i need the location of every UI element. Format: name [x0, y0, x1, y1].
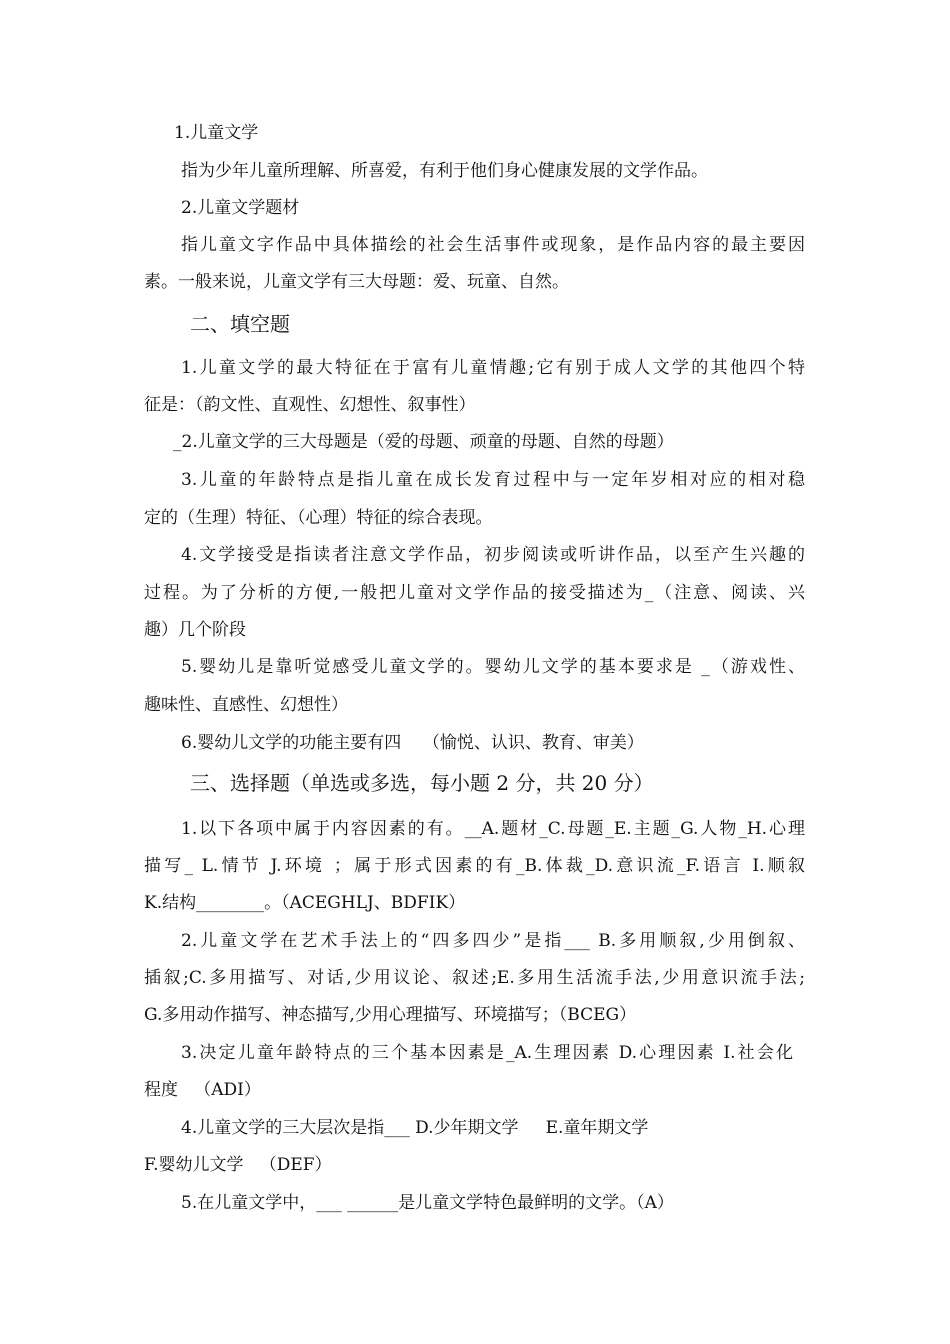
definition-text: 素。一般来说，儿童文学有三大母题：爱、玩童、自然。 — [144, 272, 569, 292]
question-text: 4.儿童文学的三大层次是指___ D.少年期文学 E.童年期文学 — [181, 1118, 649, 1138]
question-text: 征是：（韵文性、直观性、幻想性、叙事性） — [144, 395, 476, 415]
question-text: F.婴幼儿文学 （DEF） — [144, 1155, 332, 1175]
question-text: 3.决定儿童年龄特点的三个基本因素是_A.生理因素 D.心理因素 I.社会化 — [181, 1043, 793, 1063]
term-heading-subject-matter: 2.儿童文学题材 — [181, 198, 300, 218]
section-heading-fill-blank: 二、填空题 — [190, 312, 290, 336]
question-text: 定的（生理）特征、（心理）特征的综合表现。 — [144, 508, 493, 528]
question-text: 6.婴幼儿文学的功能主要有四 （愉悦、认识、教育、审美） — [181, 733, 644, 753]
question-text: 插叙;C.多用描写、对话,少用议论、叙述;E.多用生活流手法,少用意识流手法; — [144, 968, 805, 988]
question-text: 描写_ L.情节 J.环境 ；属于形式因素的有_B.体裁_D.意识流_F.语言 I.顺叙 — [144, 856, 805, 876]
question-text: 4.文学接受是指读者注意文学作品，初步阅读或听讲作品，以至产生兴趣的 — [181, 545, 805, 565]
definition-text: 指为少年儿童所理解、所喜爱，有利于他们身心健康发展的文学作品。 — [181, 161, 708, 181]
definition-text: 指儿童文字作品中具体描绘的社会生活事件或现象，是作品内容的最主要因 — [181, 235, 805, 255]
section-heading-multiple-choice: 三、选择题（单选或多选，每小题 2 分，共 20 分） — [190, 771, 654, 795]
question-text: K.结构________。（ACEGHLJ、BDFIK） — [144, 893, 466, 913]
question-text: 过程。为了分析的方便,一般把儿童对文学作品的接受描述为_（注意、阅读、兴 — [144, 583, 805, 603]
question-text: 2.儿童文学在艺术手法上的“四多四少”是指___ B.多用顺叙,少用倒叙、 — [181, 931, 805, 951]
question-text: 3.儿童的年龄特点是指儿童在成长发育过程中与一定年岁相对应的相对稳 — [181, 470, 805, 490]
question-text: 趣味性、直感性、幻想性） — [144, 695, 348, 715]
question-text: 1.儿童文学的最大特征在于富有儿童情趣;它有别于成人文学的其他四个特 — [181, 358, 805, 378]
question-text: 趣）几个阶段 — [144, 620, 246, 640]
term-heading-children-literature: 1.儿童文学 — [174, 123, 259, 143]
question-text: 5.在儿童文学中，___ ______是儿童文学特色最鲜明的文学。（A） — [181, 1193, 674, 1213]
question-text: _2.儿童文学的三大母题是（爱的母题、顽童的母题、自然的母题） — [173, 432, 674, 452]
question-text: 1.以下各项中属于内容因素的有。__A.题材_C.母题_E.主题_G.人物_H.心理 — [181, 819, 805, 839]
question-text: G.多用动作描写、神态描写,少用心理描写、环境描写；（BCEG） — [144, 1005, 637, 1025]
question-text: 5.婴幼儿是靠听觉感受儿童文学的。婴幼儿文学的基本要求是 _（游戏性、 — [181, 657, 805, 677]
question-text: 程度 （ADI） — [144, 1080, 261, 1100]
